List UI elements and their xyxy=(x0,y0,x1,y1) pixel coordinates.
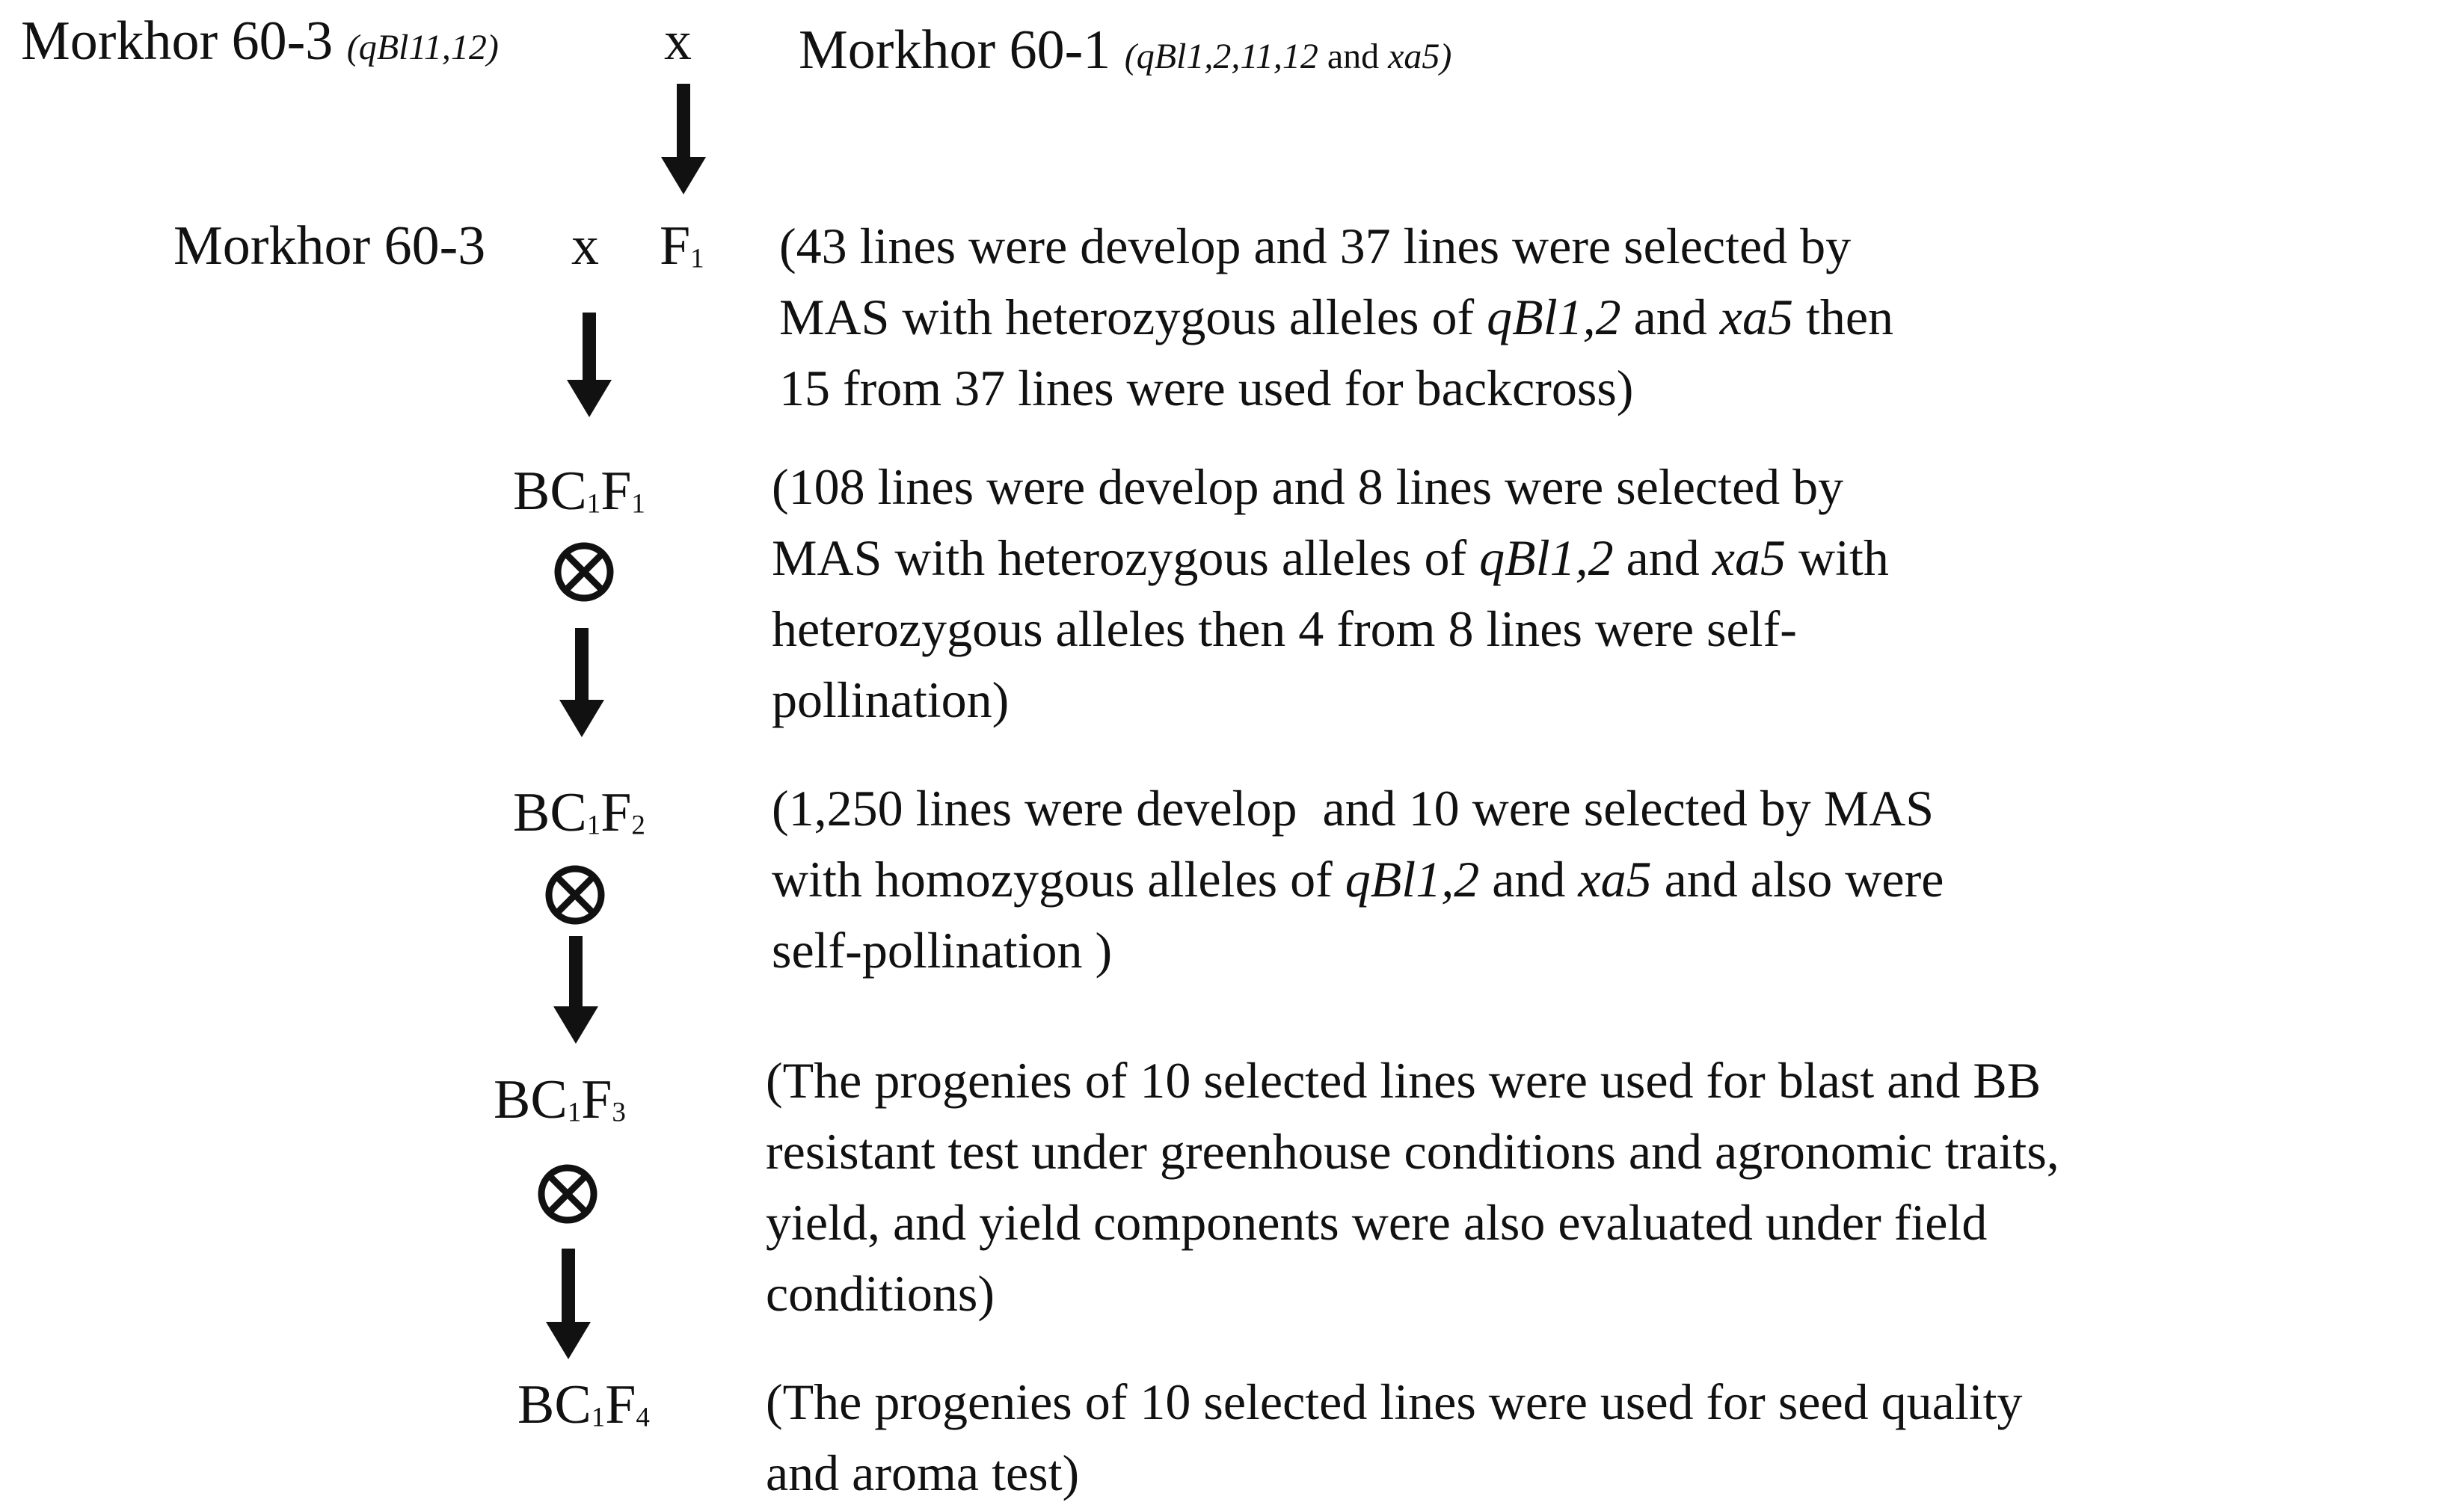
gen-bc-sub: 1 xyxy=(567,1097,582,1128)
gene-qbl12: qBl1,2 xyxy=(1345,851,1480,908)
gen-f-sub: 2 xyxy=(631,810,645,841)
generation-bc1f2 xyxy=(513,782,645,843)
gen-bc-sub: 1 xyxy=(586,488,601,520)
parent-b-genes-post: xa5) xyxy=(1388,37,1452,76)
note-bc1f1-line-4: pollination) xyxy=(772,671,1010,728)
note-bc1f3-line-4: conditions) xyxy=(766,1265,995,1322)
note-bc1f2-l2c: and also were xyxy=(1651,851,1944,908)
gene-xa5: xa5 xyxy=(1712,529,1786,586)
cross-symbol-f1: x xyxy=(571,215,599,277)
gen-bc: BC xyxy=(513,461,587,522)
note-bc1f3 xyxy=(766,1045,2059,1329)
note-bc1f1-line-3: heterozygous alleles then 4 from 8 lines were self- xyxy=(772,600,1797,657)
note-bc1f3-line-1: (The progenies of 10 selected lines were used for blast and BB xyxy=(766,1052,2041,1109)
selfing-symbol-icon xyxy=(552,540,616,604)
gen-f-sub: 4 xyxy=(636,1402,650,1433)
note-bc1f2 xyxy=(772,773,1944,986)
gene-qbl12: qBl1,2 xyxy=(1487,289,1621,345)
gene-qbl12: qBl1,2 xyxy=(1479,529,1614,586)
note-bc1f2-l2a: with homozygous alleles of xyxy=(772,851,1345,908)
parent-morkhor-60-3 xyxy=(21,10,499,72)
gen-f: F xyxy=(605,1374,636,1435)
note-bc1f4-line-2: and aroma test) xyxy=(766,1444,1080,1501)
arrow-down-icon xyxy=(553,936,598,1044)
note-bc1f1-l2b: and xyxy=(1613,529,1712,586)
gen-bc: BC xyxy=(494,1069,568,1130)
note-bc1f4-line-1: (The progenies of 10 selected lines were used for seed quality xyxy=(766,1373,2023,1430)
note-f1 xyxy=(779,211,1893,424)
gen-f-sub: 3 xyxy=(612,1097,626,1128)
arrow-down-icon xyxy=(559,628,604,737)
gene-xa5: xa5 xyxy=(1578,851,1652,908)
gene-xa5: xa5 xyxy=(1719,289,1793,345)
note-f1-line-1: (43 lines were develop and 37 lines were selected by xyxy=(779,218,1852,274)
gen-f1-sub: 1 xyxy=(690,243,704,274)
arrow-down-icon xyxy=(567,313,612,417)
gen-bc: BC xyxy=(513,782,587,843)
generation-bc1f3 xyxy=(494,1069,626,1130)
generation-f1 xyxy=(660,215,704,277)
note-bc1f1-l2c: with xyxy=(1785,529,1889,586)
note-bc1f3-line-3: yield, and yield components were also evaluated under field xyxy=(766,1194,1988,1251)
cross-symbol-top: x xyxy=(664,10,692,72)
parent-a-name: Morkhor 60-3 xyxy=(21,10,334,72)
note-bc1f2-line-2 xyxy=(772,844,1944,915)
note-f1-l2b: and xyxy=(1620,289,1720,345)
note-bc1f3-line-2: resistant test under greenhouse conditions and agronomic traits, xyxy=(766,1123,2059,1180)
note-f1-line-2 xyxy=(779,282,1893,353)
note-bc1f4 xyxy=(766,1367,2023,1509)
gen-f: F xyxy=(600,782,632,843)
note-bc1f1-line-1: (108 lines were develop and 8 lines were selected by xyxy=(772,458,1844,515)
note-bc1f1 xyxy=(772,452,1889,736)
parent-morkhor-60-1 xyxy=(799,19,1452,81)
parent-b-genes-and: and xyxy=(1318,37,1389,76)
gen-f: F xyxy=(600,461,632,522)
note-bc1f2-l2b: and xyxy=(1479,851,1579,908)
parent-b-genes-pre: (qBl1,2,11,12 xyxy=(1124,37,1318,76)
gen-f1-letter: F xyxy=(660,215,691,277)
gen-bc: BC xyxy=(517,1374,592,1435)
gen-f-sub: 1 xyxy=(631,488,645,520)
gen-bc-sub: 1 xyxy=(591,1402,606,1433)
parent-a-genes: (qBl11,12) xyxy=(346,28,499,67)
arrow-down-icon xyxy=(546,1249,591,1359)
selfing-symbol-icon xyxy=(535,1162,600,1226)
note-f1-l2c: then xyxy=(1792,289,1894,345)
parent-b-name: Morkhor 60-1 xyxy=(799,19,1111,81)
note-bc1f1-line-2 xyxy=(772,523,1889,594)
generation-bc1f4 xyxy=(517,1374,650,1435)
note-bc1f1-l2a: MAS with heterozygous alleles of xyxy=(772,529,1480,586)
gen-f: F xyxy=(581,1069,612,1130)
generation-bc1f1 xyxy=(513,461,645,522)
note-bc1f2-line-1: (1,250 lines were develop and 10 were selected by MAS xyxy=(772,780,1935,837)
note-bc1f2-line-3: self-pollination ) xyxy=(772,922,1113,979)
selfing-symbol-icon xyxy=(543,863,607,927)
gen-bc-sub: 1 xyxy=(586,810,601,841)
note-f1-l2a: MAS with heterozygous alleles of xyxy=(779,289,1487,345)
recurrent-parent: Morkhor 60-3 xyxy=(173,215,486,277)
arrow-down-icon xyxy=(661,84,706,194)
note-f1-line-3: 15 from 37 lines were used for backcross) xyxy=(779,360,1634,416)
parent-b-genes xyxy=(1125,37,1452,76)
